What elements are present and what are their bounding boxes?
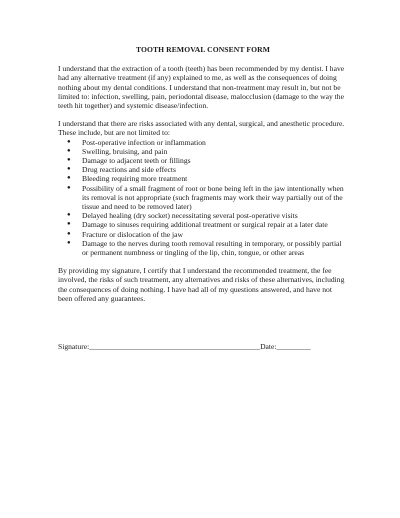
risk-text: Delayed healing (dry socket) necessitating several post-operative visits <box>82 211 298 221</box>
list-item <box>58 184 348 212</box>
certification-paragraph: By providing my signature, I certify that I understand the recommended treatment, the fee involved, the risks of such treatment, any alternatives and risks of these alternatives, including the consequences of doing nothing. I have had all of my questions answered, and have not been offered any guarantees. <box>58 266 345 303</box>
intro-paragraph: I understand that the extraction of a tooth (teeth) has been recommended by my dentist. I have had any alternative treatment (if any) explained to me, as well as the consequences of doing nothing about my dental conditions. I understand that non-treatment may result in, but not be limited to: infection, swelling, pain, periodontal disease, malocclusion (damage to the way the teeth hit together) and systemic disease/infection. <box>58 64 345 111</box>
bullet-icon: ● <box>67 157 71 164</box>
form-title: TOOTH REMOVAL CONSENT FORM <box>135 45 271 54</box>
risk-text: Damage to adjacent teeth or fillings <box>82 156 191 166</box>
risks-intro-paragraph: I understand that there are risks associated with any dental, surgical, and anesthetic procedure. These include, but are not limited to: <box>58 119 345 138</box>
list-item <box>58 174 348 183</box>
list-item <box>58 165 348 174</box>
risk-text: Damage to the nerves during tooth removal resulting in temporary, or possibly partial or permanent numbness or tingling of the lip, chin, tongue, or other areas <box>82 238 342 258</box>
list-item <box>58 220 348 229</box>
paragraph-spacer <box>58 257 348 266</box>
bullet-icon: ● <box>67 212 71 219</box>
risk-text: Bleeding requiring more treatment <box>82 174 188 184</box>
bullet-icon: ● <box>67 166 71 173</box>
list-item <box>58 147 348 156</box>
list-item <box>58 211 348 220</box>
bullet-icon: ● <box>67 239 71 246</box>
bullet-icon: ● <box>67 147 71 154</box>
risk-text: Possibility of a small fragment of root or bone being left in the jaw intentionally when its removal is not appropriate (such fragments may work their way partially out of the tissue and need to be removed later) <box>82 183 344 212</box>
risk-text: Drug reactions and side effects <box>82 165 176 175</box>
risk-text: Fracture or dislocation of the jaw <box>82 229 184 239</box>
list-item <box>58 239 348 257</box>
risks-list <box>58 138 348 258</box>
bullet-icon: ● <box>67 138 71 145</box>
list-item <box>58 230 348 239</box>
consent-form <box>58 45 348 303</box>
risk-text: Swelling, bruising, and pain <box>82 146 168 156</box>
risk-text: Post-operative infection or inflammation <box>82 137 206 147</box>
list-item <box>58 138 348 147</box>
bullet-icon: ● <box>67 221 71 228</box>
list-item <box>58 156 348 165</box>
risk-text: Damage to sinuses requiring additional treatment or surgical repair at a later date <box>82 220 328 230</box>
bullet-icon: ● <box>67 175 71 182</box>
bullet-icon: ● <box>67 184 71 191</box>
paragraph-spacer <box>58 110 348 119</box>
bullet-icon: ● <box>67 230 71 237</box>
signature-date-line: Signature:_____________________________________________Date:_________ <box>58 342 311 351</box>
